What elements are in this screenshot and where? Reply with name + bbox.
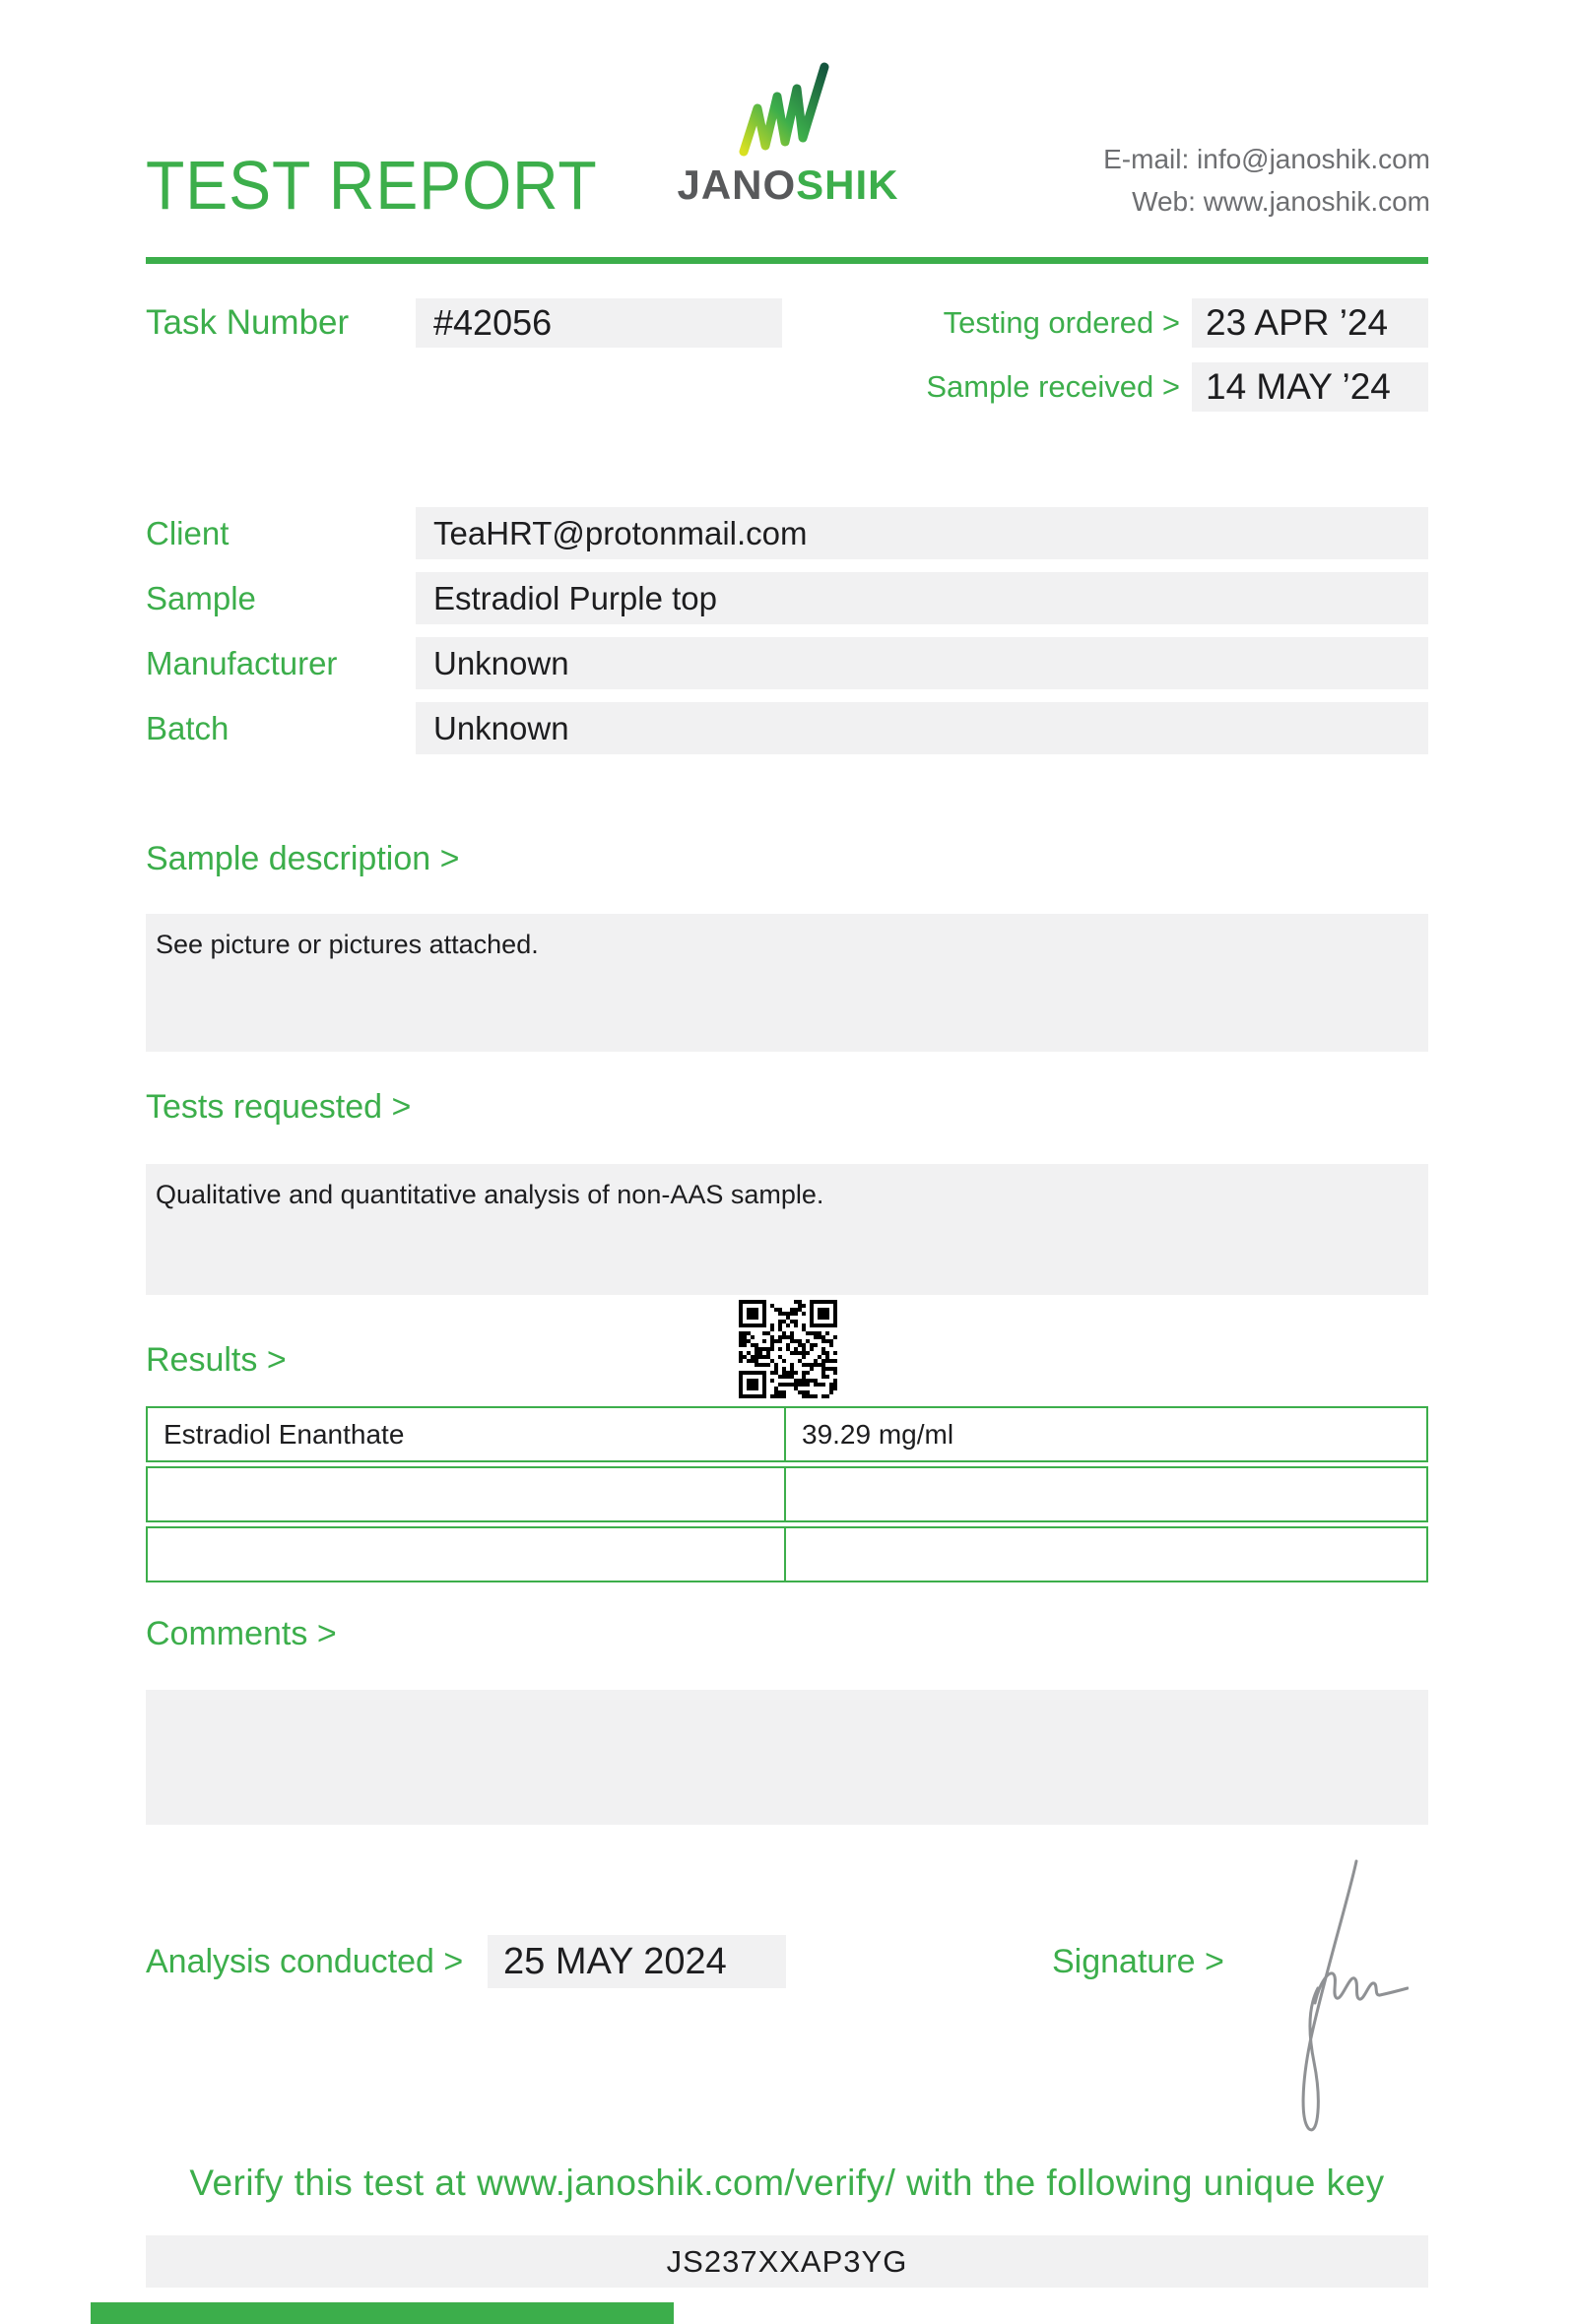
- contact-email: E-mail: info@janoshik.com: [1103, 144, 1430, 174]
- footer-accent-bar: [91, 2302, 674, 2324]
- testing-ordered-value: 23 APR ’24: [1192, 298, 1428, 348]
- verify-instruction: Verify this test at www.janoshik.com/verify/ with the following unique key: [189, 2163, 1385, 2203]
- sample-value: Estradiol Purple top: [416, 572, 1428, 624]
- signature-label: Signature >: [1052, 1943, 1224, 1980]
- manufacturer-label: Manufacturer: [146, 645, 338, 681]
- result-row: [146, 1526, 1428, 1582]
- logo-chart-icon: [662, 61, 914, 160]
- result-cell: [786, 1468, 1426, 1520]
- testing-ordered-label: Testing ordered >: [943, 305, 1180, 340]
- manufacturer-value: Unknown: [416, 637, 1428, 689]
- analyte-cell: [148, 1468, 786, 1520]
- sample-received-label: Sample received >: [926, 369, 1180, 404]
- sample-description-heading: Sample description >: [146, 840, 460, 877]
- comments-box: [146, 1690, 1428, 1825]
- logo-text-shik: SHIK: [796, 161, 899, 208]
- janoshik-logo: [662, 61, 914, 209]
- header-divider: [146, 257, 1428, 264]
- result-cell: [786, 1528, 1426, 1581]
- batch-value: Unknown: [416, 702, 1428, 754]
- tests-requested-box: Qualitative and quantitative analysis of non-AAS sample.: [146, 1164, 1428, 1295]
- qr-code: [739, 1300, 837, 1398]
- logo-text-jano: JANO: [677, 161, 797, 208]
- tests-requested-heading: Tests requested >: [146, 1088, 412, 1126]
- results-heading: Results >: [146, 1341, 287, 1379]
- logo-wordmark: [662, 161, 914, 209]
- verify-key: JS237XXAP3YG: [146, 2235, 1428, 2288]
- result-row: [146, 1466, 1428, 1522]
- task-number-value: #42056: [416, 298, 782, 348]
- analysis-conducted-label: Analysis conducted >: [146, 1943, 464, 1980]
- analysis-conducted-value: 25 MAY 2024: [488, 1935, 786, 1988]
- contact-block: [1103, 138, 1430, 223]
- signature-image: [1261, 1847, 1409, 2148]
- sample-received-value: 14 MAY ’24: [1192, 362, 1428, 412]
- comments-heading: Comments >: [146, 1615, 337, 1652]
- analyte-cell: Estradiol Enanthate: [148, 1408, 786, 1460]
- result-cell: 39.29 mg/ml: [802, 1418, 954, 1450]
- client-label: Client: [146, 515, 230, 551]
- task-number-label: Task Number: [146, 303, 350, 342]
- sample-label: Sample: [146, 580, 256, 616]
- client-value: TeaHRT@protonmail.com: [416, 507, 1428, 559]
- sample-description-box: See picture or pictures attached.: [146, 914, 1428, 1052]
- batch-label: Batch: [146, 710, 230, 746]
- page-title: TEST REPORT: [146, 147, 598, 224]
- result-row: [146, 1406, 1428, 1462]
- analyte-cell: [148, 1528, 786, 1581]
- contact-web: Web: www.janoshik.com: [1132, 186, 1430, 217]
